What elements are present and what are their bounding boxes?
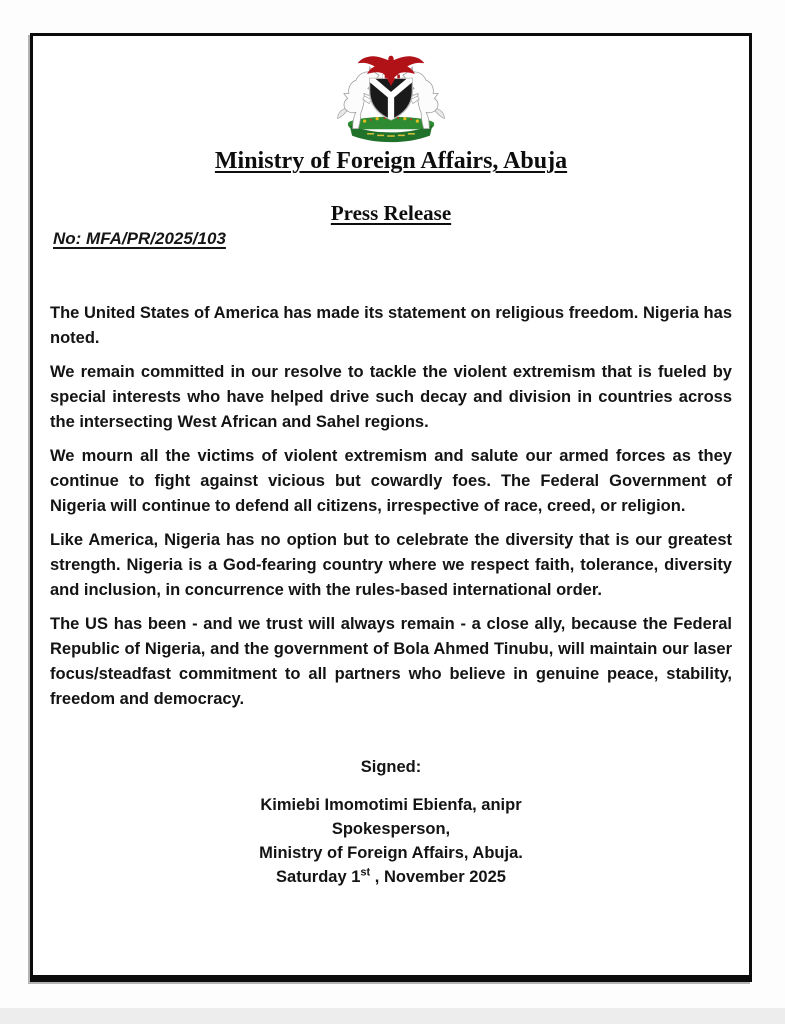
press-release-page: [30, 33, 752, 982]
signature-date: Saturday 1st , November 2025: [276, 866, 506, 886]
body-paragraph-4: Like America, Nigeria has no option but to celebrate the diversity that is our greatest strength. Nigeria is a God-fearing country where we respect faith, tolerance, diversity and inclusion, in concurrence with the rules-based international order.: [50, 531, 732, 599]
date-ordinal: st: [360, 866, 371, 879]
body-paragraph-3: We mourn all the victims of violent extremism and salute our armed forces as they continue to fight against vicious but cowardly foes. The Federal Government of Nigeria will continue to defend all citizens, irrespective of race, creed, or religion.: [50, 447, 732, 515]
photo-bottom-strip: [0, 1008, 785, 1024]
signatory-org: Ministry of Foreign Affairs, Abuja.: [259, 844, 523, 862]
reference-number: No: MFA/PR/2025/103: [53, 229, 226, 248]
signatory-name: Kimiebi Imomotimi Ebienfa, anipr: [260, 796, 522, 814]
ministry-title: Ministry of Foreign Affairs, Abuja: [214, 148, 568, 174]
nigeria-coat-of-arms-icon: [328, 52, 454, 145]
signed-label: Signed:: [360, 758, 422, 776]
signatory-title: Spokesperson,: [331, 820, 451, 838]
body-copy: [50, 301, 732, 712]
body-paragraph-2: We remain committed in our resolve to tackle the violent extremism that is fueled by special interests who have helped drive such decay and division in countries across the intersecting West African and Sahel regions.: [50, 363, 732, 431]
body-paragraph-1: The United States of America has made its statement on religious freedom. Nigeria has noted.: [50, 304, 732, 347]
coat-of-arms: [50, 52, 732, 146]
signature-block: [50, 793, 732, 889]
press-release-title: Press Release: [330, 201, 452, 225]
body-paragraph-5: The US has been - and we trust will always remain - a close ally, because the Federal Republic of Nigeria, and the government of Bola Ahmed Tinubu, will maintain our laser focus/steadfast commitment to all partners who believe in genuine peace, stability, freedom and democracy.: [50, 615, 732, 708]
